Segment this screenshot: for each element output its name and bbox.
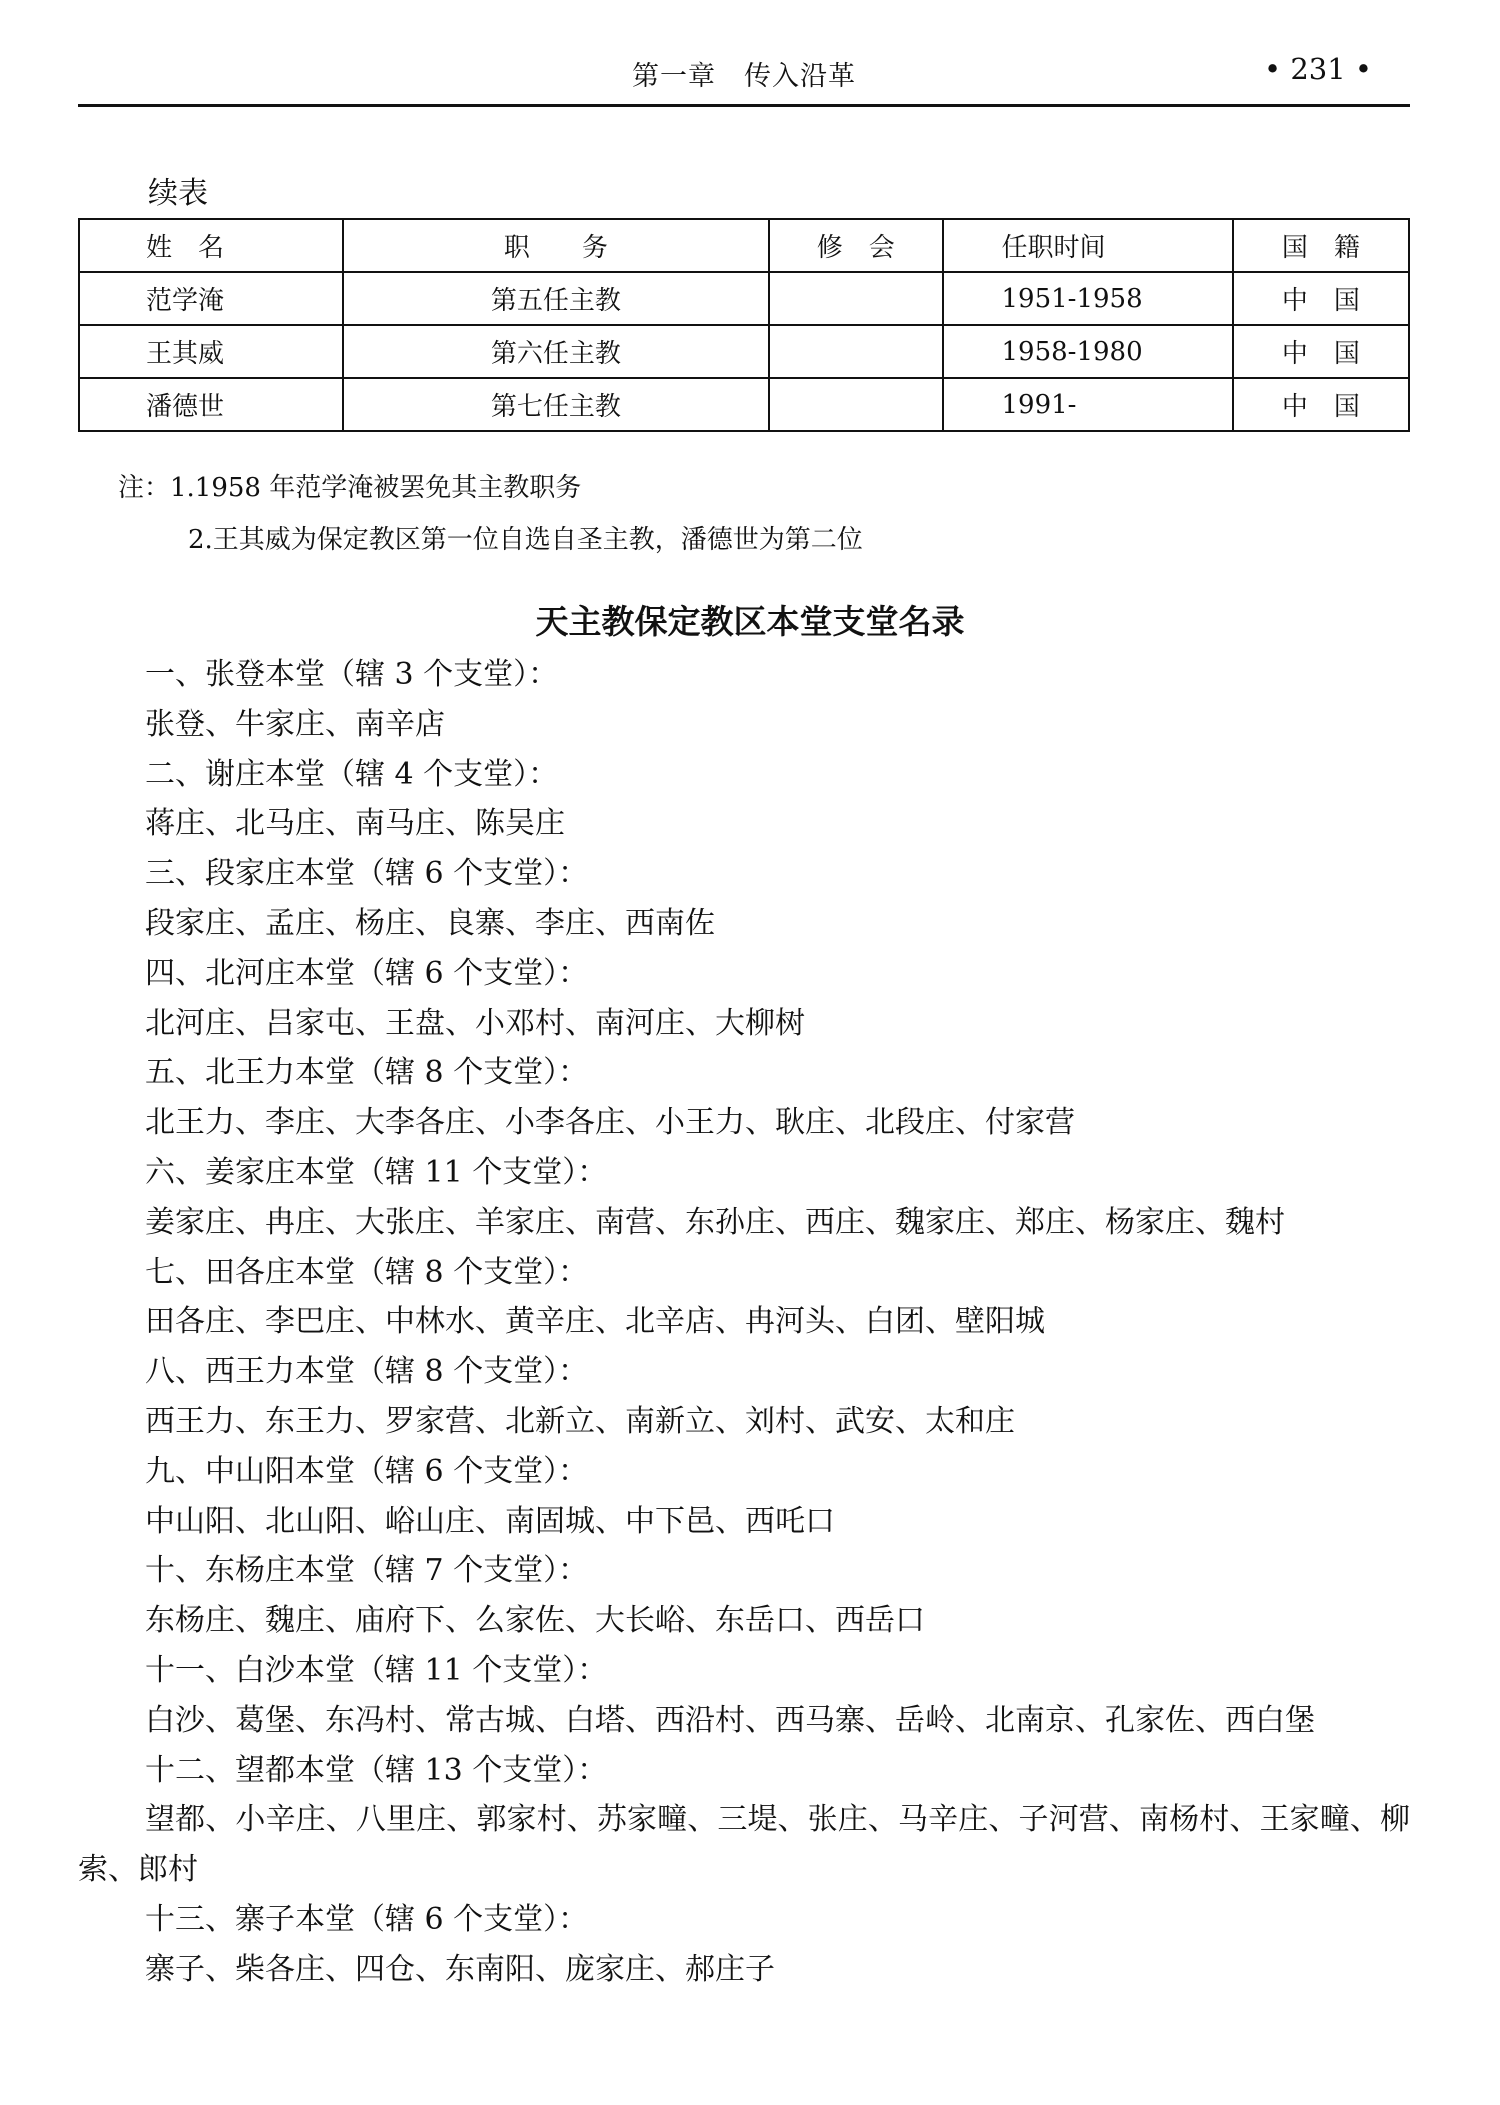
table-notes xyxy=(118,462,863,566)
parish-directory xyxy=(78,650,1410,1995)
chapter-title: 第一章 传入沿革 xyxy=(632,61,856,92)
cell-term: 1958-1980 xyxy=(943,325,1233,378)
column-header-post: 职 务 xyxy=(343,219,769,272)
parish-heading: 十、东杨庄本堂（辖 7 个支堂）： xyxy=(145,1553,589,1589)
parish-branches: 张登、牛家庄、南辛店 xyxy=(145,706,445,742)
parish-heading: 七、田各庄本堂（辖 8 个支堂）： xyxy=(145,1254,589,1290)
column-header-nationality: 国 籍 xyxy=(1233,219,1409,272)
parish-heading: 九、中山阳本堂（辖 6 个支堂）： xyxy=(145,1453,589,1489)
cell-name: 潘德世 xyxy=(79,378,343,431)
running-header xyxy=(78,44,1410,107)
parish-branches: 姜家庄、冉庄、大张庄、羊家庄、南营、东孙庄、西庄、魏家庄、郑庄、杨家庄、魏村 xyxy=(145,1204,1285,1240)
parish-branches: 段家庄、孟庄、杨庄、良寨、李庄、西南佐 xyxy=(145,905,715,941)
parish-branches: 东杨庄、魏庄、庙府下、么家佐、大长峪、东岳口、西岳口 xyxy=(145,1603,925,1639)
parish-heading: 十二、望都本堂（辖 13 个支堂）： xyxy=(145,1752,608,1788)
column-header-order: 修 会 xyxy=(769,219,943,272)
table-row xyxy=(79,272,1409,325)
parish-heading: 三、段家庄本堂（辖 6 个支堂）： xyxy=(145,856,589,892)
parish-branches: 中山阳、北山阳、峪山庄、南固城、中下邑、西吒口 xyxy=(145,1503,835,1539)
parish-heading: 十三、寨子本堂（辖 6 个支堂）： xyxy=(145,1901,589,1937)
cell-term: 1951-1958 xyxy=(943,272,1233,325)
parish-heading: 二、谢庄本堂（辖 4 个支堂）： xyxy=(145,756,559,792)
cell-order xyxy=(769,378,943,431)
parish-branches: 田各庄、李巴庄、中林水、黄辛庄、北辛店、冉河头、白团、壁阳城 xyxy=(145,1304,1045,1340)
cell-post: 第五任主教 xyxy=(343,272,769,325)
note-1: 注：1.1958 年范学淹被罢免其主教职务 xyxy=(118,473,582,503)
cell-nationality: 中 国 xyxy=(1233,378,1409,431)
parish-branches: 北河庄、吕家屯、王盘、小邓村、南河庄、大柳树 xyxy=(145,1005,805,1041)
table-header-row xyxy=(79,219,1409,272)
cell-post: 第七任主教 xyxy=(343,378,769,431)
column-header-term: 任职时间 xyxy=(943,219,1233,272)
page-number: • 231 • xyxy=(1264,52,1372,86)
parish-heading: 一、张登本堂（辖 3 个支堂）： xyxy=(145,657,559,692)
cell-post: 第六任主教 xyxy=(343,325,769,378)
cell-order xyxy=(769,325,943,378)
table-row xyxy=(79,378,1409,431)
parish-heading: 四、北河庄本堂（辖 6 个支堂）： xyxy=(145,955,589,991)
column-header-name: 姓 名 xyxy=(79,219,343,272)
parish-branches: 北王力、李庄、大李各庄、小李各庄、小王力、耿庄、北段庄、付家营 xyxy=(145,1105,1075,1141)
cell-name: 范学淹 xyxy=(79,272,343,325)
table-caption: 续表 xyxy=(148,176,208,211)
cell-name: 王其威 xyxy=(79,325,343,378)
bishop-table xyxy=(78,218,1410,432)
table-row xyxy=(79,325,1409,378)
cell-term: 1991- xyxy=(943,378,1233,431)
section-title: 天主教保定教区本堂支堂名录 xyxy=(535,602,965,641)
parish-branches: 蒋庄、北马庄、南马庄、陈吴庄 xyxy=(145,806,565,842)
parish-heading: 六、姜家庄本堂（辖 11 个支堂）： xyxy=(145,1154,608,1190)
cell-nationality: 中 国 xyxy=(1233,272,1409,325)
parish-branches: 西王力、东王力、罗家营、北新立、南新立、刘村、武安、太和庄 xyxy=(145,1403,1015,1439)
parish-heading: 五、北王力本堂（辖 8 个支堂）： xyxy=(145,1055,589,1091)
parish-branches: 白沙、葛堡、东冯村、常古城、白塔、西沿村、西马寨、岳岭、北南京、孔家佐、西白堡 xyxy=(145,1702,1315,1738)
parish-heading: 八、西王力本堂（辖 8 个支堂）： xyxy=(145,1354,589,1390)
cell-nationality: 中 国 xyxy=(1233,325,1409,378)
note-2: 2.王其威为保定教区第一位自选自圣主教，潘德世为第二位 xyxy=(188,525,863,555)
parish-branches: 寨子、柴各庄、四仓、东南阳、庞家庄、郝庄子 xyxy=(145,1951,775,1987)
parish-heading: 十一、白沙本堂（辖 11 个支堂）： xyxy=(145,1652,608,1688)
parish-branches: 望都、小辛庄、八里庄、郭家村、苏家疃、三堤、张庄、马辛庄、子河营、南杨村、王家疃、柳索、郎村 xyxy=(78,1802,1410,1888)
cell-order xyxy=(769,272,943,325)
